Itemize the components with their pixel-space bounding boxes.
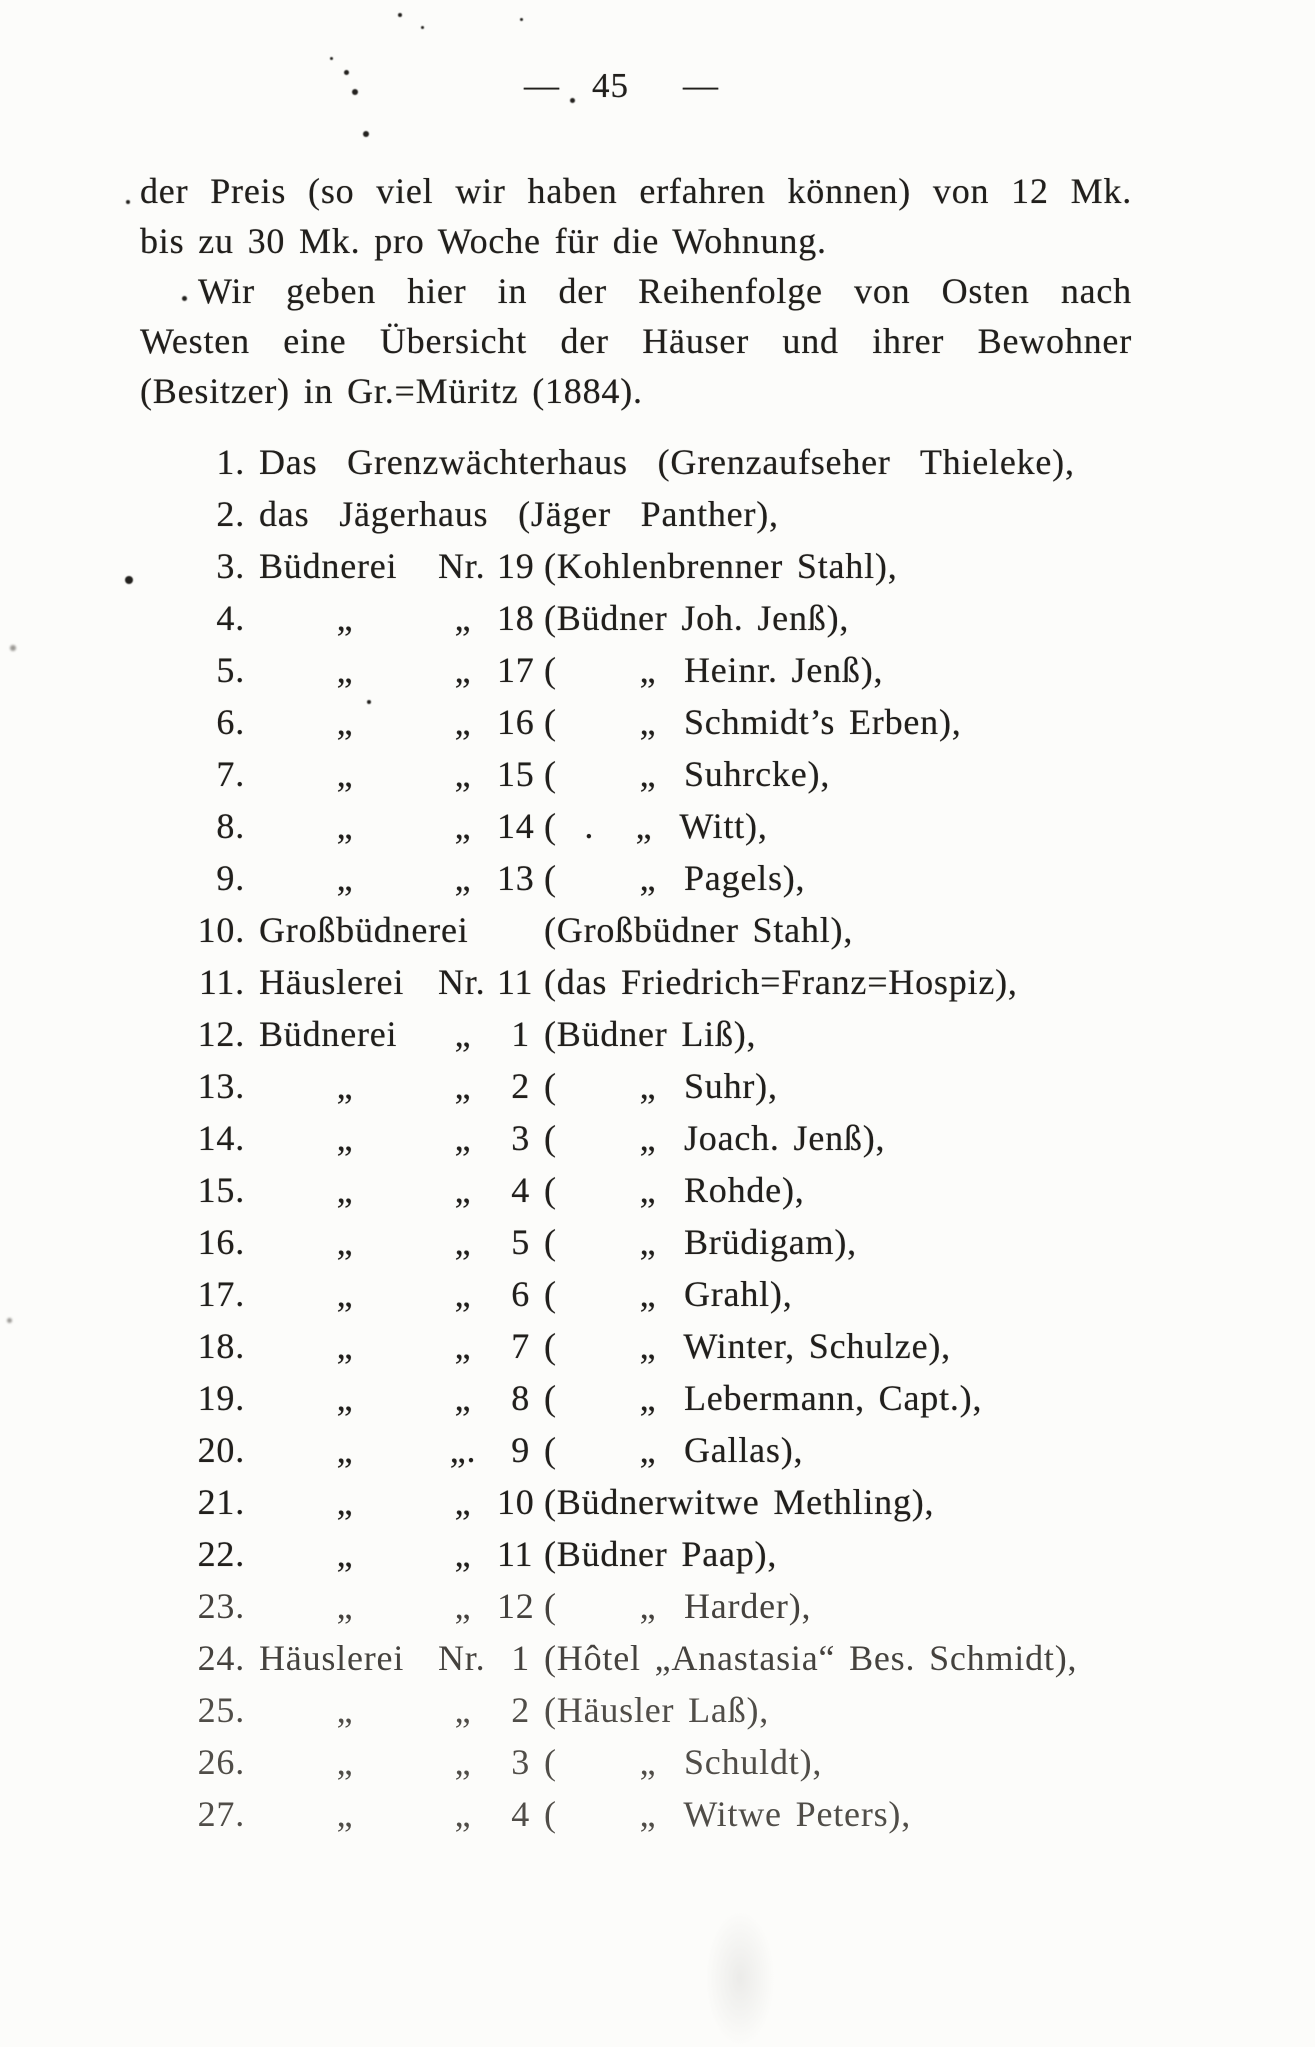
item-house-number: 7: [511, 1326, 530, 1366]
item-number: 2.: [216, 494, 245, 534]
item-number: 23.: [197, 1586, 245, 1626]
page-number: 45: [592, 66, 629, 105]
item-number: 19.: [197, 1378, 245, 1418]
ink-speck: [125, 576, 133, 584]
ink-speck: [367, 700, 371, 704]
house-list: [100, 436, 1220, 1840]
list-item: [100, 1788, 1220, 1840]
item-nr-label: „: [454, 1118, 472, 1158]
item-nr-label: „: [454, 1326, 472, 1366]
item-type: „: [336, 1222, 354, 1262]
item-type: „: [336, 858, 354, 898]
item-nr-label: „.: [449, 1430, 477, 1470]
item-occupant: (das Friedrich=Franz=Hospiz),: [544, 962, 1018, 1002]
list-item: [100, 956, 1220, 1008]
item-number: 17.: [197, 1274, 245, 1314]
item-nr-label: „: [454, 1222, 472, 1262]
item-type: „: [336, 702, 354, 742]
item-type: „: [336, 1274, 354, 1314]
list-item: [100, 1164, 1220, 1216]
item-nr-label: „: [454, 1014, 472, 1054]
item-type: „: [336, 650, 354, 690]
item-nr-label: „: [454, 650, 472, 690]
list-item: [100, 540, 1220, 592]
item-type: „: [336, 1534, 354, 1574]
item-type: Büdnerei: [259, 1014, 398, 1054]
item-type: „: [336, 1690, 354, 1730]
item-occupant: (Häusler Laß),: [544, 1690, 770, 1730]
list-item: [100, 488, 1220, 540]
item-house-number: 9: [511, 1430, 530, 1470]
ink-speck: [352, 89, 358, 95]
item-house-number: 3: [511, 1118, 530, 1158]
item-type: „: [336, 1066, 354, 1106]
item-nr-label: „: [454, 1534, 472, 1574]
list-item: [100, 1268, 1220, 1320]
item-occupant: (Büdner Paap),: [544, 1534, 778, 1574]
list-item: [100, 904, 1220, 956]
item-house-number: 11: [497, 962, 534, 1002]
item-nr-label: „: [454, 1274, 472, 1314]
item-number: 3.: [216, 546, 245, 586]
paragraph-line: Westen eine Übersicht der Häuser und ihrer Bewohner: [140, 321, 1132, 361]
item-house-number: 6: [511, 1274, 530, 1314]
ink-speck: [344, 70, 349, 75]
ink-speck: [520, 18, 523, 21]
item-type: „: [336, 598, 354, 638]
item-house-number: 10: [497, 1482, 535, 1522]
item-nr-label: „: [454, 1482, 472, 1522]
item-number: 27.: [197, 1794, 245, 1834]
item-number: 26.: [197, 1742, 245, 1782]
item-number: 18.: [197, 1326, 245, 1366]
item-number: 1.: [216, 442, 245, 482]
ink-speck: [570, 98, 575, 103]
item-house-number: 8: [511, 1378, 530, 1418]
item-house-number: 3: [511, 1742, 530, 1782]
item-house-number: 16: [497, 702, 535, 742]
item-occupant: (Hôtel „Anastasia“ Bes. Schmidt),: [544, 1638, 1078, 1678]
item-house-number: 19: [497, 546, 535, 586]
item-occupant: ( „ Heinr. Jenß),: [544, 650, 884, 690]
list-item: [100, 800, 1220, 852]
item-house-number: 5: [511, 1222, 530, 1262]
item-number: 4.: [216, 598, 245, 638]
ink-speck: [10, 645, 16, 651]
item-occupant: ( „ Gallas),: [544, 1430, 804, 1470]
item-number: 25.: [197, 1690, 245, 1730]
item-type: Großbüdnerei: [259, 910, 469, 950]
item-occupant: (Großbüdner Stahl),: [544, 910, 854, 950]
item-house-number: 13: [497, 858, 535, 898]
item-number: 8.: [216, 806, 245, 846]
paragraph-line: Wir geben hier in der Reihenfolge von Osten nach: [198, 271, 1132, 311]
item-number: 10.: [197, 910, 245, 950]
item-nr-label: „: [454, 806, 472, 846]
item-occupant: ( „ Grahl),: [544, 1274, 793, 1314]
item-type: Häuslerei: [259, 962, 405, 1002]
paragraph-line: der Preis (so viel wir haben erfahren können) von 12 Mk.: [140, 171, 1132, 211]
item-house-number: 2: [511, 1066, 530, 1106]
item-occupant: ( „ Schmidt’s Erben),: [544, 702, 962, 742]
item-occupant: (Büdner Liß),: [544, 1014, 757, 1054]
list-item: [100, 852, 1220, 904]
ink-speck: [7, 1318, 12, 1323]
item-type: „: [336, 1586, 354, 1626]
item-house-number: 11: [497, 1534, 534, 1574]
item-number: 11.: [198, 962, 245, 1002]
item-type: „: [336, 1482, 354, 1522]
item-nr-label: „: [454, 1742, 472, 1782]
item-type: „: [336, 1742, 354, 1782]
list-item: [100, 1736, 1220, 1788]
ink-speck: [182, 296, 187, 301]
item-house-number: 1: [511, 1638, 530, 1678]
item-nr-label: „: [454, 1586, 472, 1626]
item-occupant: ( „ Witwe Peters),: [544, 1794, 912, 1834]
list-item: [100, 748, 1220, 800]
item-nr-label: Nr.: [438, 1638, 486, 1678]
item-occupant: ( „ Rohde),: [544, 1170, 805, 1210]
item-nr-label: „: [454, 1066, 472, 1106]
item-house-number: 18: [497, 598, 535, 638]
item-nr-label: „: [454, 858, 472, 898]
item-house-number: 4: [511, 1170, 530, 1210]
item-nr-label: „: [454, 1170, 472, 1210]
list-item: [100, 1580, 1220, 1632]
list-item: [100, 1112, 1220, 1164]
item-number: 22.: [197, 1534, 245, 1574]
list-item: [100, 1372, 1220, 1424]
list-item: [100, 1424, 1220, 1476]
list-item: [100, 1008, 1220, 1060]
item-type: „: [336, 1430, 354, 1470]
item-type: „: [336, 1378, 354, 1418]
list-item: [100, 436, 1220, 488]
item-type: Büdnerei: [259, 546, 398, 586]
item-occupant: (Kohlenbrenner Stahl),: [544, 546, 898, 586]
item-text: das Jägerhaus (Jäger Panther),: [259, 494, 779, 534]
item-house-number: 2: [511, 1690, 530, 1730]
scan-smudge: [705, 1910, 775, 2047]
item-occupant: ( „ Suhr),: [544, 1066, 778, 1106]
list-item: [100, 644, 1220, 696]
item-type: Häuslerei: [259, 1638, 405, 1678]
header-dash-left: —: [524, 66, 560, 105]
item-occupant: ( „ Winter, Schulze),: [544, 1326, 951, 1366]
item-occupant: (Büdner Joh. Jenß),: [544, 598, 850, 638]
list-item: [100, 1528, 1220, 1580]
item-number: 9.: [216, 858, 245, 898]
item-nr-label: „: [454, 754, 472, 794]
item-nr-label: Nr.: [438, 546, 486, 586]
item-occupant: ( „ Suhrcke),: [544, 754, 831, 794]
item-occupant: ( „ Schuldt),: [544, 1742, 823, 1782]
item-house-number: 17: [497, 650, 535, 690]
item-number: 13.: [197, 1066, 245, 1106]
list-item: [100, 1684, 1220, 1736]
paragraph-line: bis zu 30 Mk. pro Woche für die Wohnung.: [140, 221, 827, 261]
intro-paragraphs: [140, 166, 1132, 416]
list-item: [100, 1320, 1220, 1372]
item-house-number: 15: [497, 754, 535, 794]
item-occupant: ( „ Harder),: [544, 1586, 812, 1626]
ink-speck: [398, 13, 402, 17]
item-nr-label: Nr.: [438, 962, 486, 1002]
header-dash-right: —: [683, 66, 719, 105]
list-item: [100, 1060, 1220, 1112]
ink-speck: [363, 131, 369, 137]
item-house-number: 4: [511, 1794, 530, 1834]
list-item: [100, 1632, 1220, 1684]
paragraph-line: (Besitzer) in Gr.=Müritz (1884).: [140, 371, 643, 411]
item-nr-label: „: [454, 1378, 472, 1418]
item-number: 6.: [216, 702, 245, 742]
item-type: „: [336, 1794, 354, 1834]
item-type: „: [336, 806, 354, 846]
item-house-number: 1: [511, 1014, 530, 1054]
item-number: 5.: [216, 650, 245, 690]
item-number: 16.: [197, 1222, 245, 1262]
item-occupant: ( „ Brüdigam),: [544, 1222, 857, 1262]
item-nr-label: „: [454, 702, 472, 742]
list-item: [100, 696, 1220, 748]
item-number: 15.: [197, 1170, 245, 1210]
item-type: „: [336, 1170, 354, 1210]
item-number: 20.: [197, 1430, 245, 1470]
item-text: Das Grenzwächterhaus (Grenzaufseher Thieleke),: [259, 442, 1075, 482]
item-type: „: [336, 754, 354, 794]
ink-speck: [126, 200, 130, 204]
item-number: 24.: [197, 1638, 245, 1678]
item-number: 21.: [197, 1482, 245, 1522]
item-occupant: ( „ Lebermann, Capt.),: [544, 1378, 983, 1418]
item-number: 7.: [216, 754, 245, 794]
page-header: [524, 64, 719, 108]
list-item: [100, 1216, 1220, 1268]
ink-speck: [330, 57, 333, 60]
list-item: [100, 592, 1220, 644]
list-item: [100, 1476, 1220, 1528]
item-nr-label: „: [454, 1794, 472, 1834]
item-nr-label: „: [454, 1690, 472, 1730]
item-occupant: ( . „ Witt),: [544, 806, 768, 846]
ink-speck: [421, 26, 424, 29]
item-house-number: 12: [497, 1586, 535, 1626]
item-number: 14.: [197, 1118, 245, 1158]
item-nr-label: „: [454, 598, 472, 638]
item-type: „: [336, 1326, 354, 1366]
item-number: 12.: [197, 1014, 245, 1054]
item-occupant: ( „ Pagels),: [544, 858, 806, 898]
item-occupant: (Büdnerwitwe Methling),: [544, 1482, 935, 1522]
item-house-number: 14: [497, 806, 535, 846]
item-type: „: [336, 1118, 354, 1158]
item-occupant: ( „ Joach. Jenß),: [544, 1118, 886, 1158]
